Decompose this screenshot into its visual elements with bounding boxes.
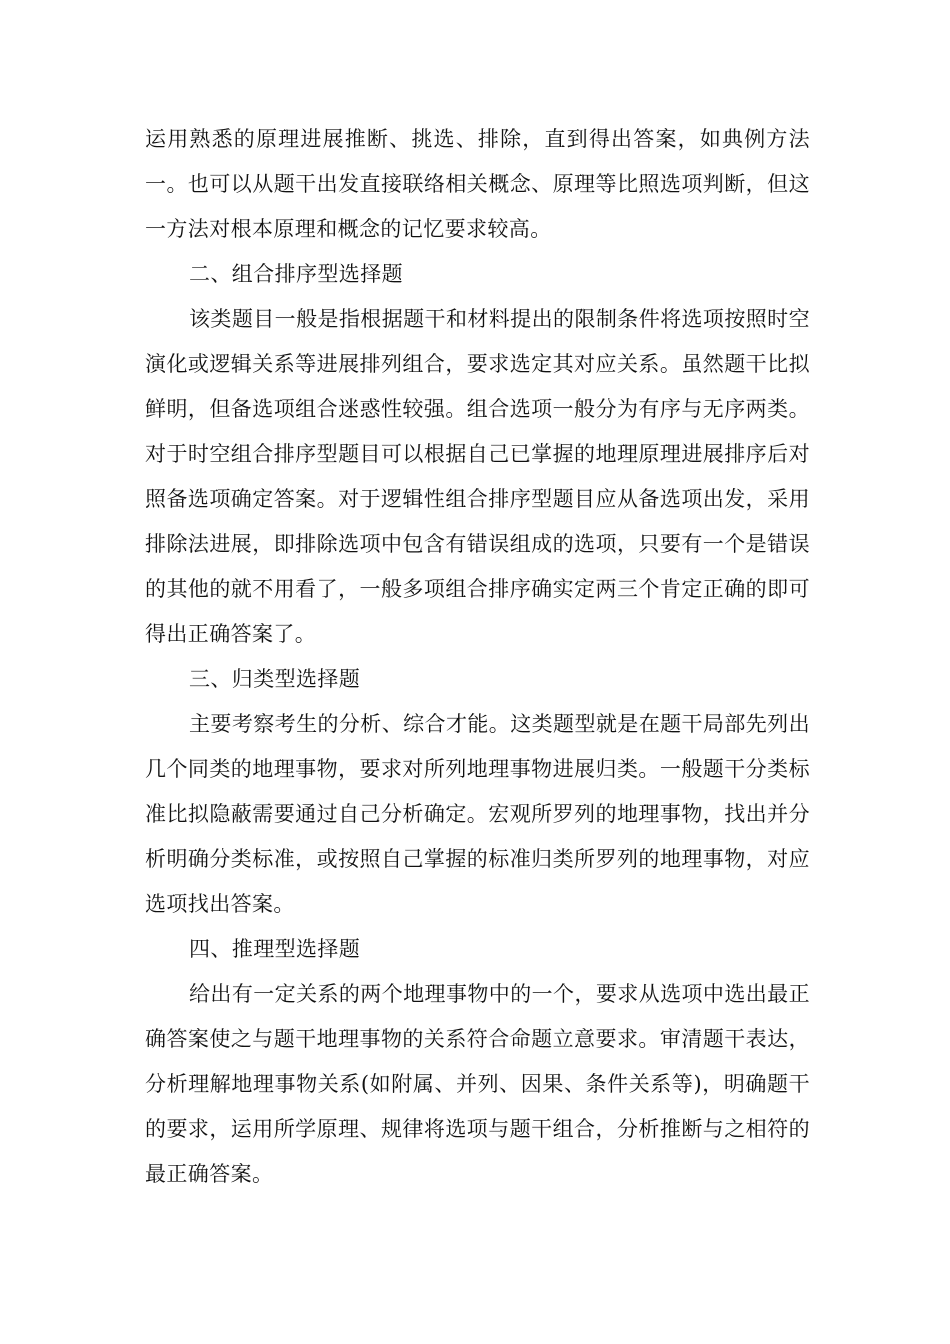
document-body bbox=[145, 117, 810, 1197]
paragraph-combination-sorting: 该类题目一般是指根据题干和材料提出的限制条件将选项按照时空演化或逻辑关系等进展排列组合，要求选定其对应关系。虽然题干比拟鲜明，但备选项组合迷惑性较强。组合选项一般分为有序与无序两类。对于时空组合排序型题目可以根据自己已掌握的地理原理进展排序后对照备选项确定答案。对于逻辑性组合排序型题目应从备选项出发，采用排除法进展，即排除选项中包含有错误组成的选项，只要有一个是错误的其他的就不用看了，一般多项组合排序确实定两三个肯定正确的即可得出正确答案了。 bbox=[145, 307, 810, 646]
paragraph-reasoning: 给出有一定关系的两个地理事物中的一个，要求从选项中选出最正确答案使之与题干地理事物的关系符合命题立意要求。审清题干表达，分析理解地理事物关系(如附属、并列、因果、条件关系等)，明确题干的要求，运用所学原理、规律将选项与题干组合，分析推断与之相符的最正确答案。 bbox=[145, 982, 810, 1186]
paragraph-method-continuation: 运用熟悉的原理进展推断、挑选、排除，直到得出答案，如典例方法一。也可以从题干出发直接联络相关概念、原理等比照选项判断，但这一方法对根本原理和概念的记忆要求较高。 bbox=[145, 127, 810, 241]
section-heading-classification: 三、归类型选择题 bbox=[189, 667, 361, 691]
paragraph-classification: 主要考察考生的分析、综合才能。这类题型就是在题干局部先列出几个同类的地理事物，要求对所列地理事物进展归类。一般题干分类标准比拟隐蔽需要通过自己分析确定。宏观所罗列的地理事物，找出并分析明确分类标准，或按照自己掌握的标准归类所罗列的地理事物，对应选项找出答案。 bbox=[145, 712, 810, 916]
section-heading-combination-sorting: 二、组合排序型选择题 bbox=[189, 262, 403, 286]
section-heading-reasoning: 四、推理型选择题 bbox=[189, 937, 361, 961]
